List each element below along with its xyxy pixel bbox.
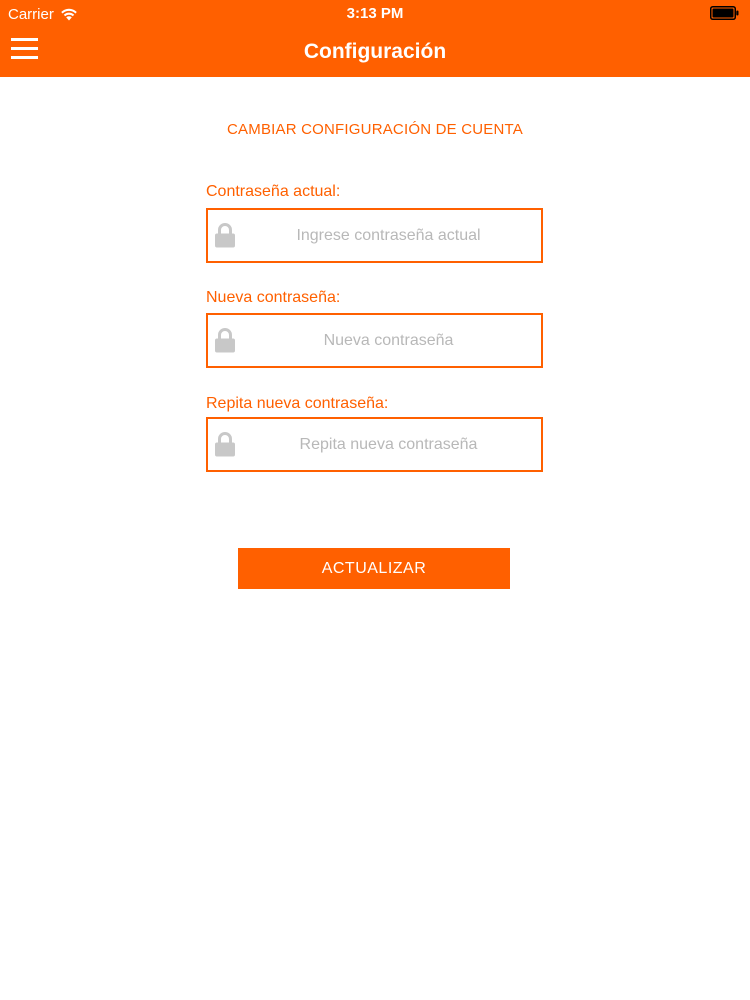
repeat-password-field-box: [206, 417, 543, 472]
lock-icon: [213, 431, 237, 457]
carrier-label: Carrier: [8, 5, 54, 23]
lock-icon: [213, 327, 237, 353]
navigation-bar: [0, 0, 750, 77]
status-bar-time: 3:13 PM: [346, 5, 404, 22]
current-password-field-box: [206, 208, 543, 263]
current-password-input[interactable]: [242, 210, 535, 261]
lock-icon: [213, 222, 237, 248]
section-heading: CAMBIAR CONFIGURACIÓN DE CUENTA: [227, 121, 523, 138]
new-password-field-box: [206, 313, 543, 368]
page-title: Configuración: [303, 40, 447, 63]
current-password-label: Contraseña actual:: [206, 183, 341, 200]
new-password-label: Nueva contraseña:: [206, 289, 341, 306]
new-password-input[interactable]: [242, 315, 535, 366]
update-button[interactable]: ACTUALIZAR: [238, 548, 510, 589]
repeat-password-label: Repita nueva contraseña:: [206, 395, 389, 412]
repeat-password-input[interactable]: [242, 419, 535, 470]
battery-icon: [710, 6, 740, 20]
